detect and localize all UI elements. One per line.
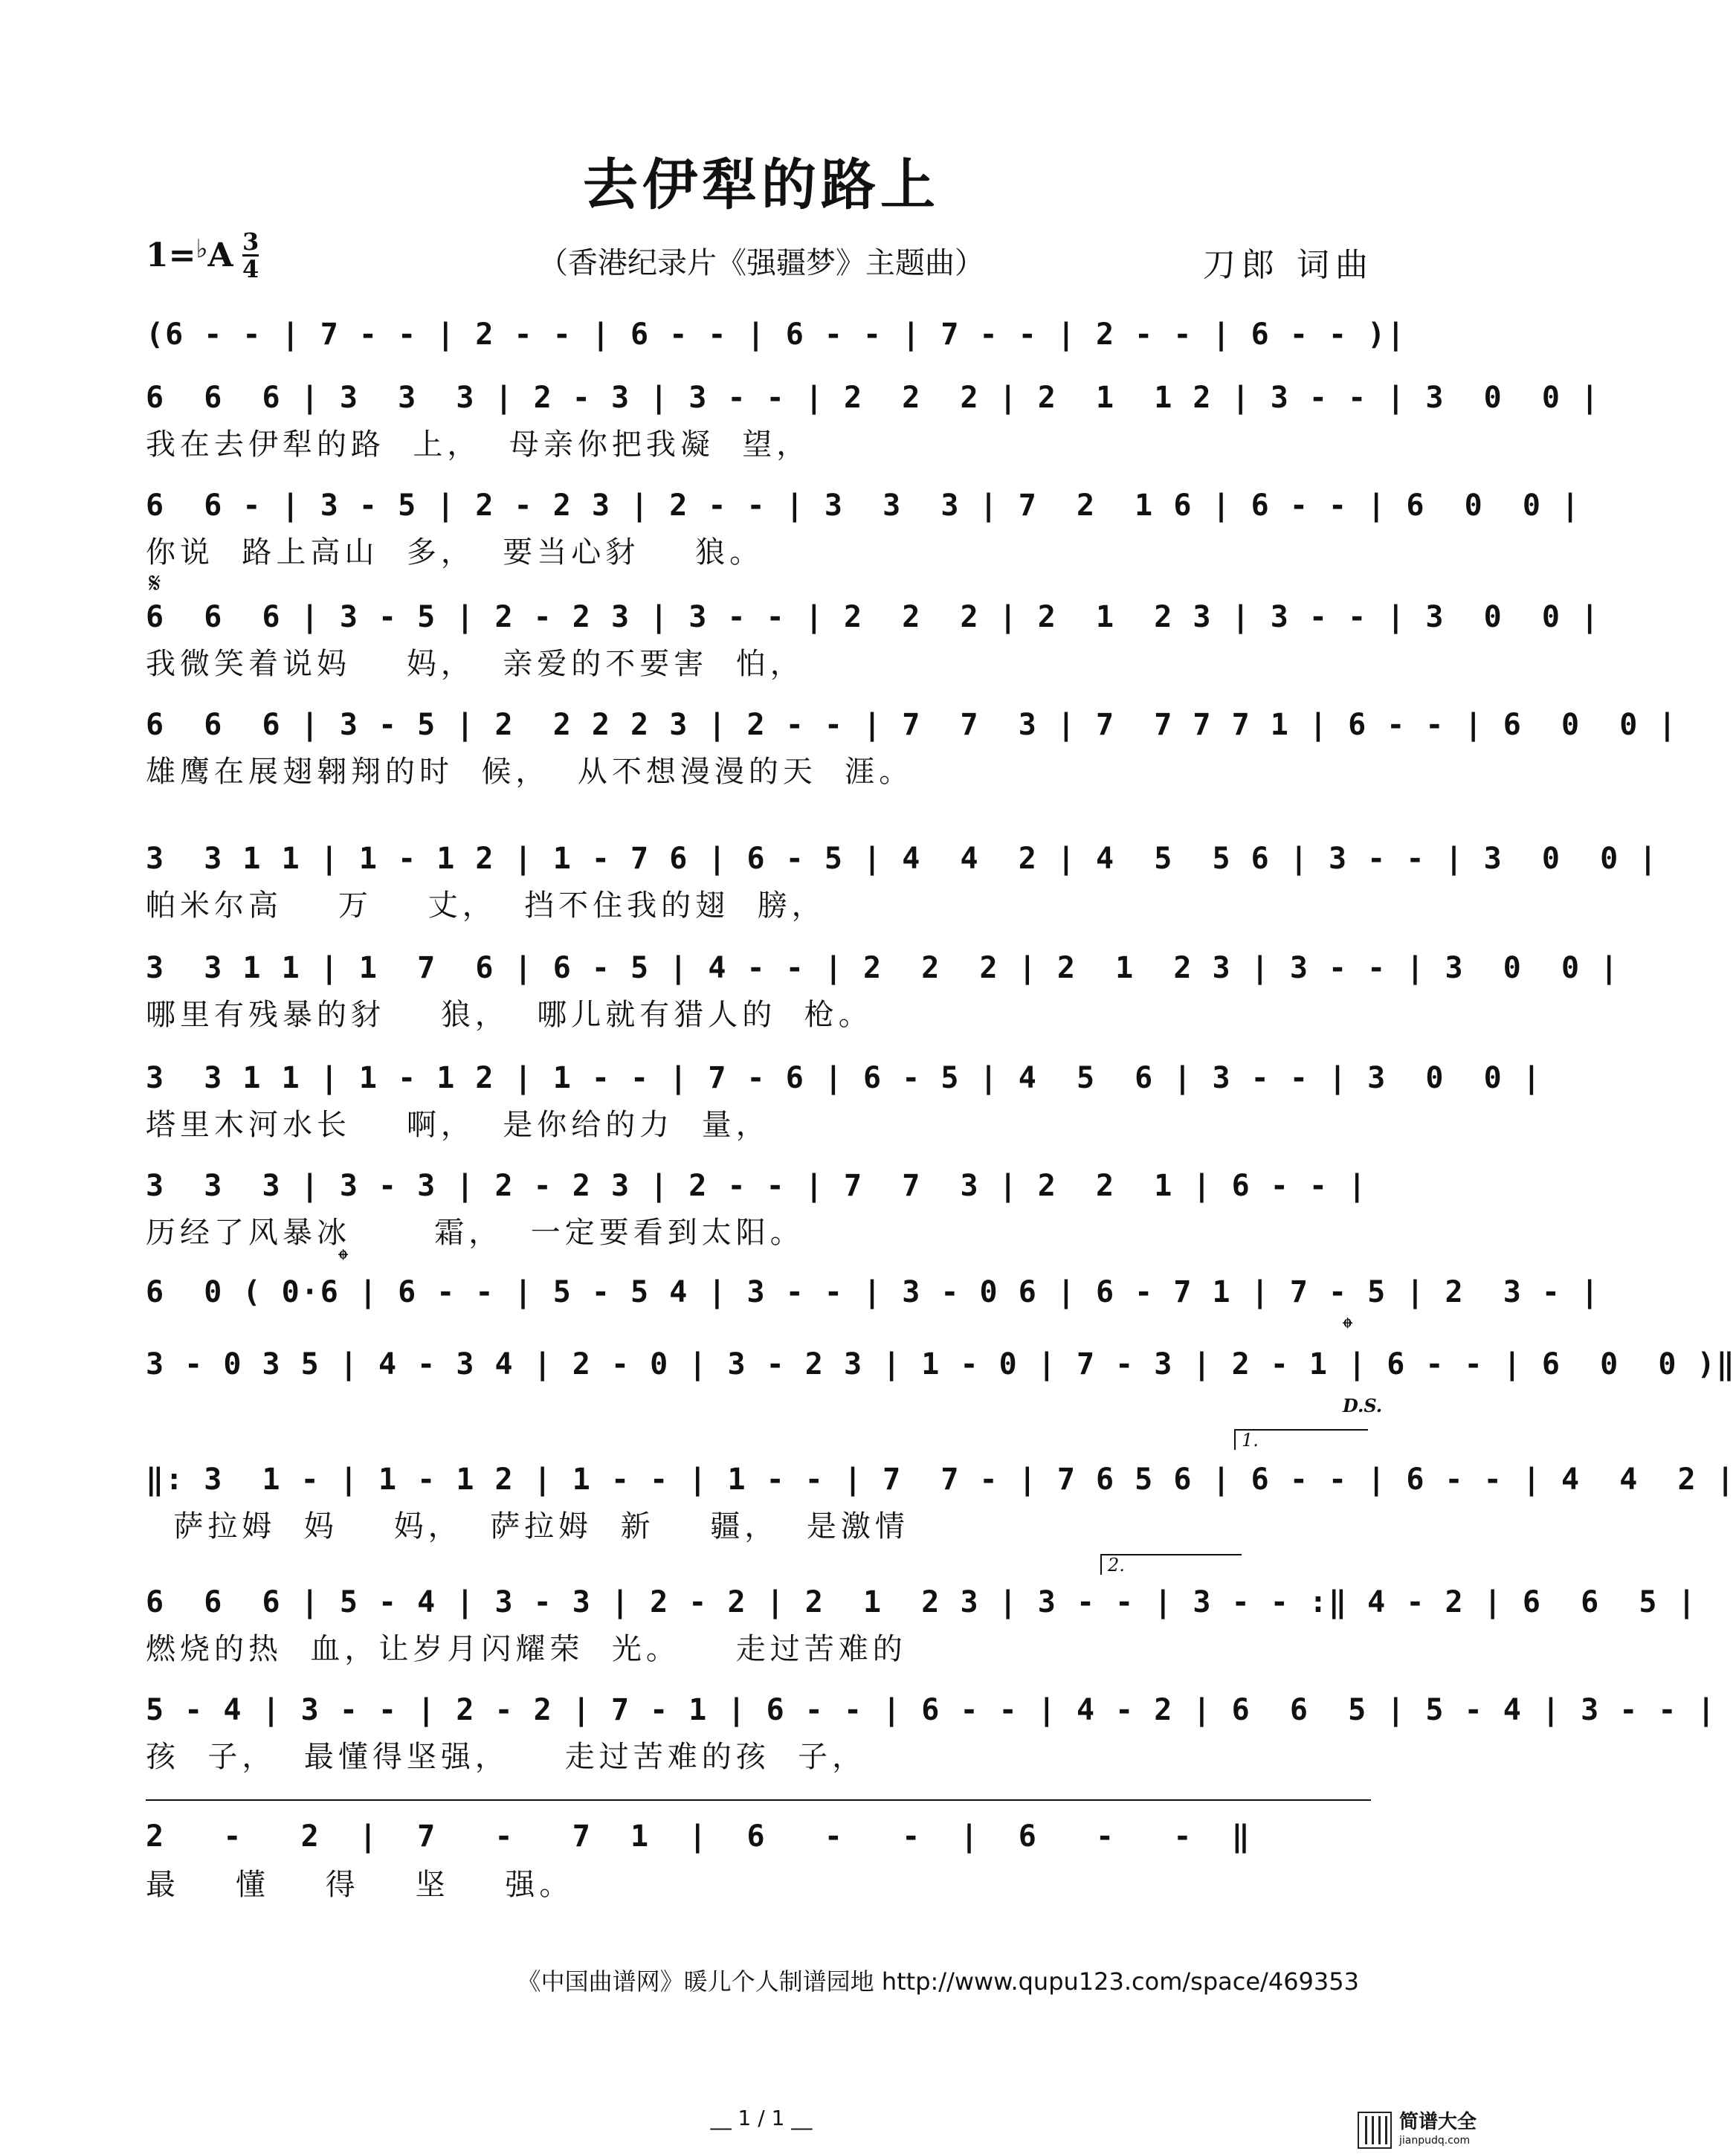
coda-sign: 𝄌 (338, 1243, 349, 1276)
notes-row: 6 6 - | 3 - 5 | 2 - 2 3 | 2 - - | 3 3 3 | 7 2 1 6 | 6 - - | 6 0 0 | (146, 488, 1581, 523)
lyrics-row: 燃烧的热 血，让岁月闪耀荣 光。 走过苦难的 (146, 1632, 907, 1666)
notes-row: ‖: 3 1 - | 1 - 1 2 | 1 - - | 1 - - | 7 7 - | 7 6 5 6 | 6 - - | 6 - - | 4 4 2 | (146, 1463, 1736, 1497)
song-title: 去伊犁的路上 (583, 153, 940, 217)
notes-row: 6 6 6 | 3 3 3 | 2 - 3 | 3 - - | 2 2 2 | 2 1 1 2 | 3 - - | 3 0 0 | (146, 381, 1601, 415)
notes-row: 3 - 0 3 5 | 4 - 3 4 | 2 - 0 | 3 - 2 3 | 1 - 0 | 7 - 3 | 2 - 1 | 6 - - | 6 0 0 )‖ (146, 1347, 1736, 1381)
lyrics-row: 历经了风暴冰 霜， 一定要看到太阳。 (146, 1216, 804, 1250)
logo-name: 简谱大全 (1399, 2111, 1477, 2133)
notes-row: 5 - 4 | 3 - - | 2 - 2 | 7 - 1 | 6 - - | 6 - - | 4 - 2 | 6 6 5 | 5 - 4 | 3 - - | (146, 1693, 1717, 1727)
notes-row: 2 - 2 | 7 - 7 1 | 6 - - | 6 - - ‖ (146, 1819, 1251, 1854)
page-number: __ 1 / 1 __ (710, 2106, 813, 2130)
author: 刀郎 词曲 (1203, 246, 1374, 284)
site-logo (1358, 2112, 1503, 2149)
notes-row: 3 3 3 | 3 - 3 | 2 - 2 3 | 2 - - | 7 7 3 | 2 2 1 | 6 - - | (146, 1169, 1368, 1203)
lyrics-row: 最 懂 得 坚 强。 (146, 1868, 574, 1902)
lyrics-row: 我在去伊犁的路 上， 母亲你把我凝 望， (146, 428, 811, 462)
subtitle: （香港纪录片《强疆梦》主题曲） (538, 246, 984, 280)
piano-icon (1358, 2112, 1392, 2149)
notes-row: 6 6 6 | 3 - 5 | 2 - 2 3 | 3 - - | 2 2 2 | 2 1 2 3 | 3 - - | 3 0 0 | (146, 600, 1601, 634)
ds-marking: D.S. (1343, 1395, 1383, 1416)
volta-1: 1. (1234, 1429, 1368, 1450)
flat-sign: ♭ (196, 234, 208, 264)
logo-url: jianpudq.com (1399, 2135, 1471, 2147)
lyrics-row: 我微笑着说妈 妈， 亲爱的不要害 怕， (146, 647, 804, 681)
key-signature: 1=♭A (146, 234, 233, 274)
notes-row: 6 6 6 | 5 - 4 | 3 - 3 | 2 - 2 | 2 1 2 3 | 3 - - | 3 - - :‖ 4 - 2 | 6 6 5 | (146, 1585, 1697, 1619)
notes-row: 6 6 6 | 3 - 5 | 2 2 2 2 3 | 2 - - | 7 7 3 | 7 7 7 7 1 | 6 - - | 6 0 0 | (146, 708, 1678, 742)
lyrics-row: 萨拉姆 妈 妈， 萨拉姆 新 疆， 是激情 (146, 1509, 909, 1544)
lyrics-row: 你说 路上高山 多， 要当心豺 狼。 (146, 535, 764, 570)
coda-sign-end: 𝄌 (1343, 1312, 1353, 1344)
notes-row: 6 0 ( 0·6 | 6 - - | 5 - 5 4 | 3 - - | 3 - 0 6 | 6 - 7 1 | 7 - 5 | 2 3 - | (146, 1275, 1601, 1309)
lyrics-row: 雄鹰在展翅翱翔的时 候， 从不想漫漫的天 涯。 (146, 755, 914, 789)
time-signature: 3 4 (242, 228, 259, 283)
notes-row: 3 3 1 1 | 1 7 6 | 6 - 5 | 4 - - | 2 2 2 | 2 1 2 3 | 3 - - | 3 0 0 | (146, 951, 1620, 985)
system-15 (146, 1799, 1371, 1902)
notes-row: 3 3 1 1 | 1 - 1 2 | 1 - 7 6 | 6 - 5 | 4 4 2 | 4 5 5 6 | 3 - - | 3 0 0 | (146, 842, 1659, 876)
lyrics-row: 孩 子， 最懂得坚强， 走过苦难的孩 子， (146, 1740, 867, 1774)
footer-credit: 《中国曲谱网》暖儿个人制谱园地 http://www.qupu123.com/space/469353 (517, 1967, 1359, 1996)
lyrics-row: 塔里木河水长 啊， 是你给的力 量， (146, 1108, 770, 1142)
lyrics-row: 哪里有残暴的豺 狼， 哪儿就有猎人的 枪。 (146, 998, 873, 1032)
notes-row: (6 - - | 7 - - | 2 - - | 6 - - | 6 - - | 7 - - | 2 - - | 6 - - )| (146, 317, 1407, 352)
volta-2: 2. (1100, 1554, 1242, 1575)
notes-row: 3 3 1 1 | 1 - 1 2 | 1 - - | 7 - 6 | 6 - 5 | 4 5 6 | 3 - - | 3 0 0 | (146, 1061, 1542, 1095)
lyrics-row: 帕米尔高 万 丈， 挡不住我的翅 膀， (146, 889, 826, 923)
segno-sign: 𝄋 (149, 567, 161, 599)
